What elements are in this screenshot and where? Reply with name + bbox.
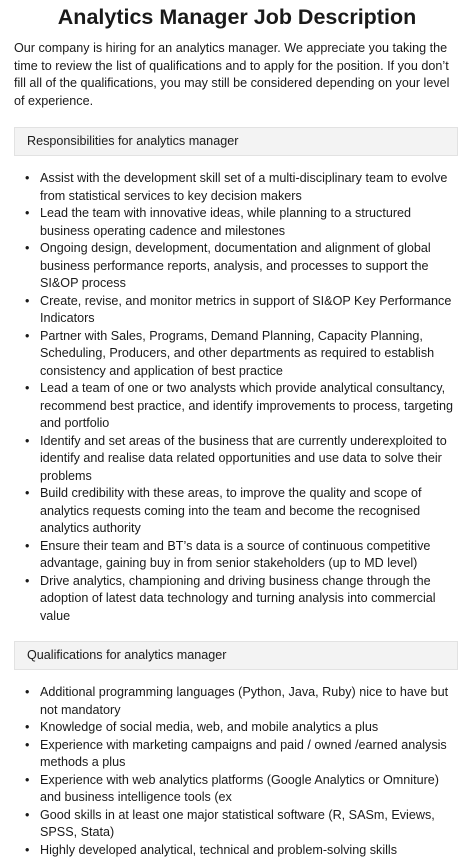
qualifications-heading: Qualifications for analytics manager — [14, 641, 458, 670]
list-item — [40, 573, 458, 626]
bullet-icon: • — [25, 328, 29, 346]
list-item-text: Assist with the development skill set of a multi-disciplinary team to evolve from statistical services to key decision makers — [40, 171, 447, 203]
bullet-icon: • — [25, 538, 29, 556]
list-item — [40, 205, 458, 240]
list-item — [40, 380, 458, 433]
list-item — [40, 772, 458, 807]
list-item-text: Lead the team with innovative ideas, while planning to a structured business operating cadence and milestones — [40, 206, 411, 238]
list-item-text: Additional programming languages (Python, Java, Ruby) nice to have but not mandatory — [40, 685, 448, 717]
list-item — [40, 433, 458, 486]
list-item — [40, 807, 458, 842]
responsibilities-list — [0, 170, 474, 625]
list-item-text: Knowledge of social media, web, and mobile analytics a plus — [40, 720, 378, 734]
bullet-icon: • — [25, 433, 29, 451]
list-item-text: Build credibility with these areas, to improve the quality and scope of analytics requests coming into the team and become the recognised analytics authority — [40, 486, 422, 535]
bullet-icon: • — [25, 240, 29, 258]
list-item-text: Identify and set areas of the business that are currently underexploited to identify and realise data related opportunities and use data to solve their problems — [40, 434, 447, 483]
list-item-text: Experience with marketing campaigns and paid / owned /earned analysis methods a plus — [40, 738, 447, 770]
list-item-text: Good skills in at least one major statistical software (R, SASm, Eviews, SPSS, Stata) — [40, 808, 435, 840]
list-item-text: Partner with Sales, Programs, Demand Planning, Capacity Planning, Scheduling, Producers, and other departments as required to establish consistency and application of best practice — [40, 329, 434, 378]
bullet-icon: • — [25, 737, 29, 755]
bullet-icon: • — [25, 293, 29, 311]
list-item-text: Ensure their team and BT’s data is a source of continuous competitive advantage, gaining buy in from senior stakeholders (up to MD level) — [40, 539, 430, 571]
list-item — [40, 842, 458, 859]
bullet-icon: • — [25, 807, 29, 825]
responsibilities-heading: Responsibilities for analytics manager — [14, 127, 458, 156]
list-item — [40, 485, 458, 538]
list-item-text: Experience with web analytics platforms (Google Analytics or Omniture) and business intelligence tools (ex — [40, 773, 439, 805]
bullet-icon: • — [25, 485, 29, 503]
bullet-icon: • — [25, 380, 29, 398]
list-item-text: Highly developed analytical, technical and problem-solving skills — [40, 843, 397, 857]
list-item-text: Create, revise, and monitor metrics in support of SI&OP Key Performance Indicators — [40, 294, 451, 326]
list-item — [40, 719, 458, 737]
list-item — [40, 293, 458, 328]
bullet-icon: • — [25, 170, 29, 188]
bullet-icon: • — [25, 842, 29, 859]
list-item — [40, 328, 458, 381]
bullet-icon: • — [25, 719, 29, 737]
list-item — [40, 684, 458, 719]
list-item-text: Drive analytics, championing and driving business change through the adoption of latest data technology and turning analysis into commercial value — [40, 574, 436, 623]
bullet-icon: • — [25, 205, 29, 223]
list-item-text: Ongoing design, development, documentation and alignment of global business performance reports, analysis, and processes to support the SI&OP process — [40, 241, 431, 290]
list-item-text: Lead a team of one or two analysts which provide analytical consultancy, recommend best practice, and identify improvements to process, targeting and portfolio — [40, 381, 453, 430]
bullet-icon: • — [25, 772, 29, 790]
list-item — [40, 240, 458, 293]
list-item — [40, 170, 458, 205]
bullet-icon: • — [25, 684, 29, 702]
list-item — [40, 538, 458, 573]
list-item — [40, 737, 458, 772]
intro-paragraph: Our company is hiring for an analytics manager. We appreciate you taking the time to review the list of qualifications and to apply for the position. If you don’t fill all of the qualifications, you may still be considered depending on your level of experience. — [14, 40, 458, 110]
page-title: Analytics Manager Job Description — [0, 0, 474, 36]
bullet-icon: • — [25, 573, 29, 591]
qualifications-list — [0, 684, 474, 859]
